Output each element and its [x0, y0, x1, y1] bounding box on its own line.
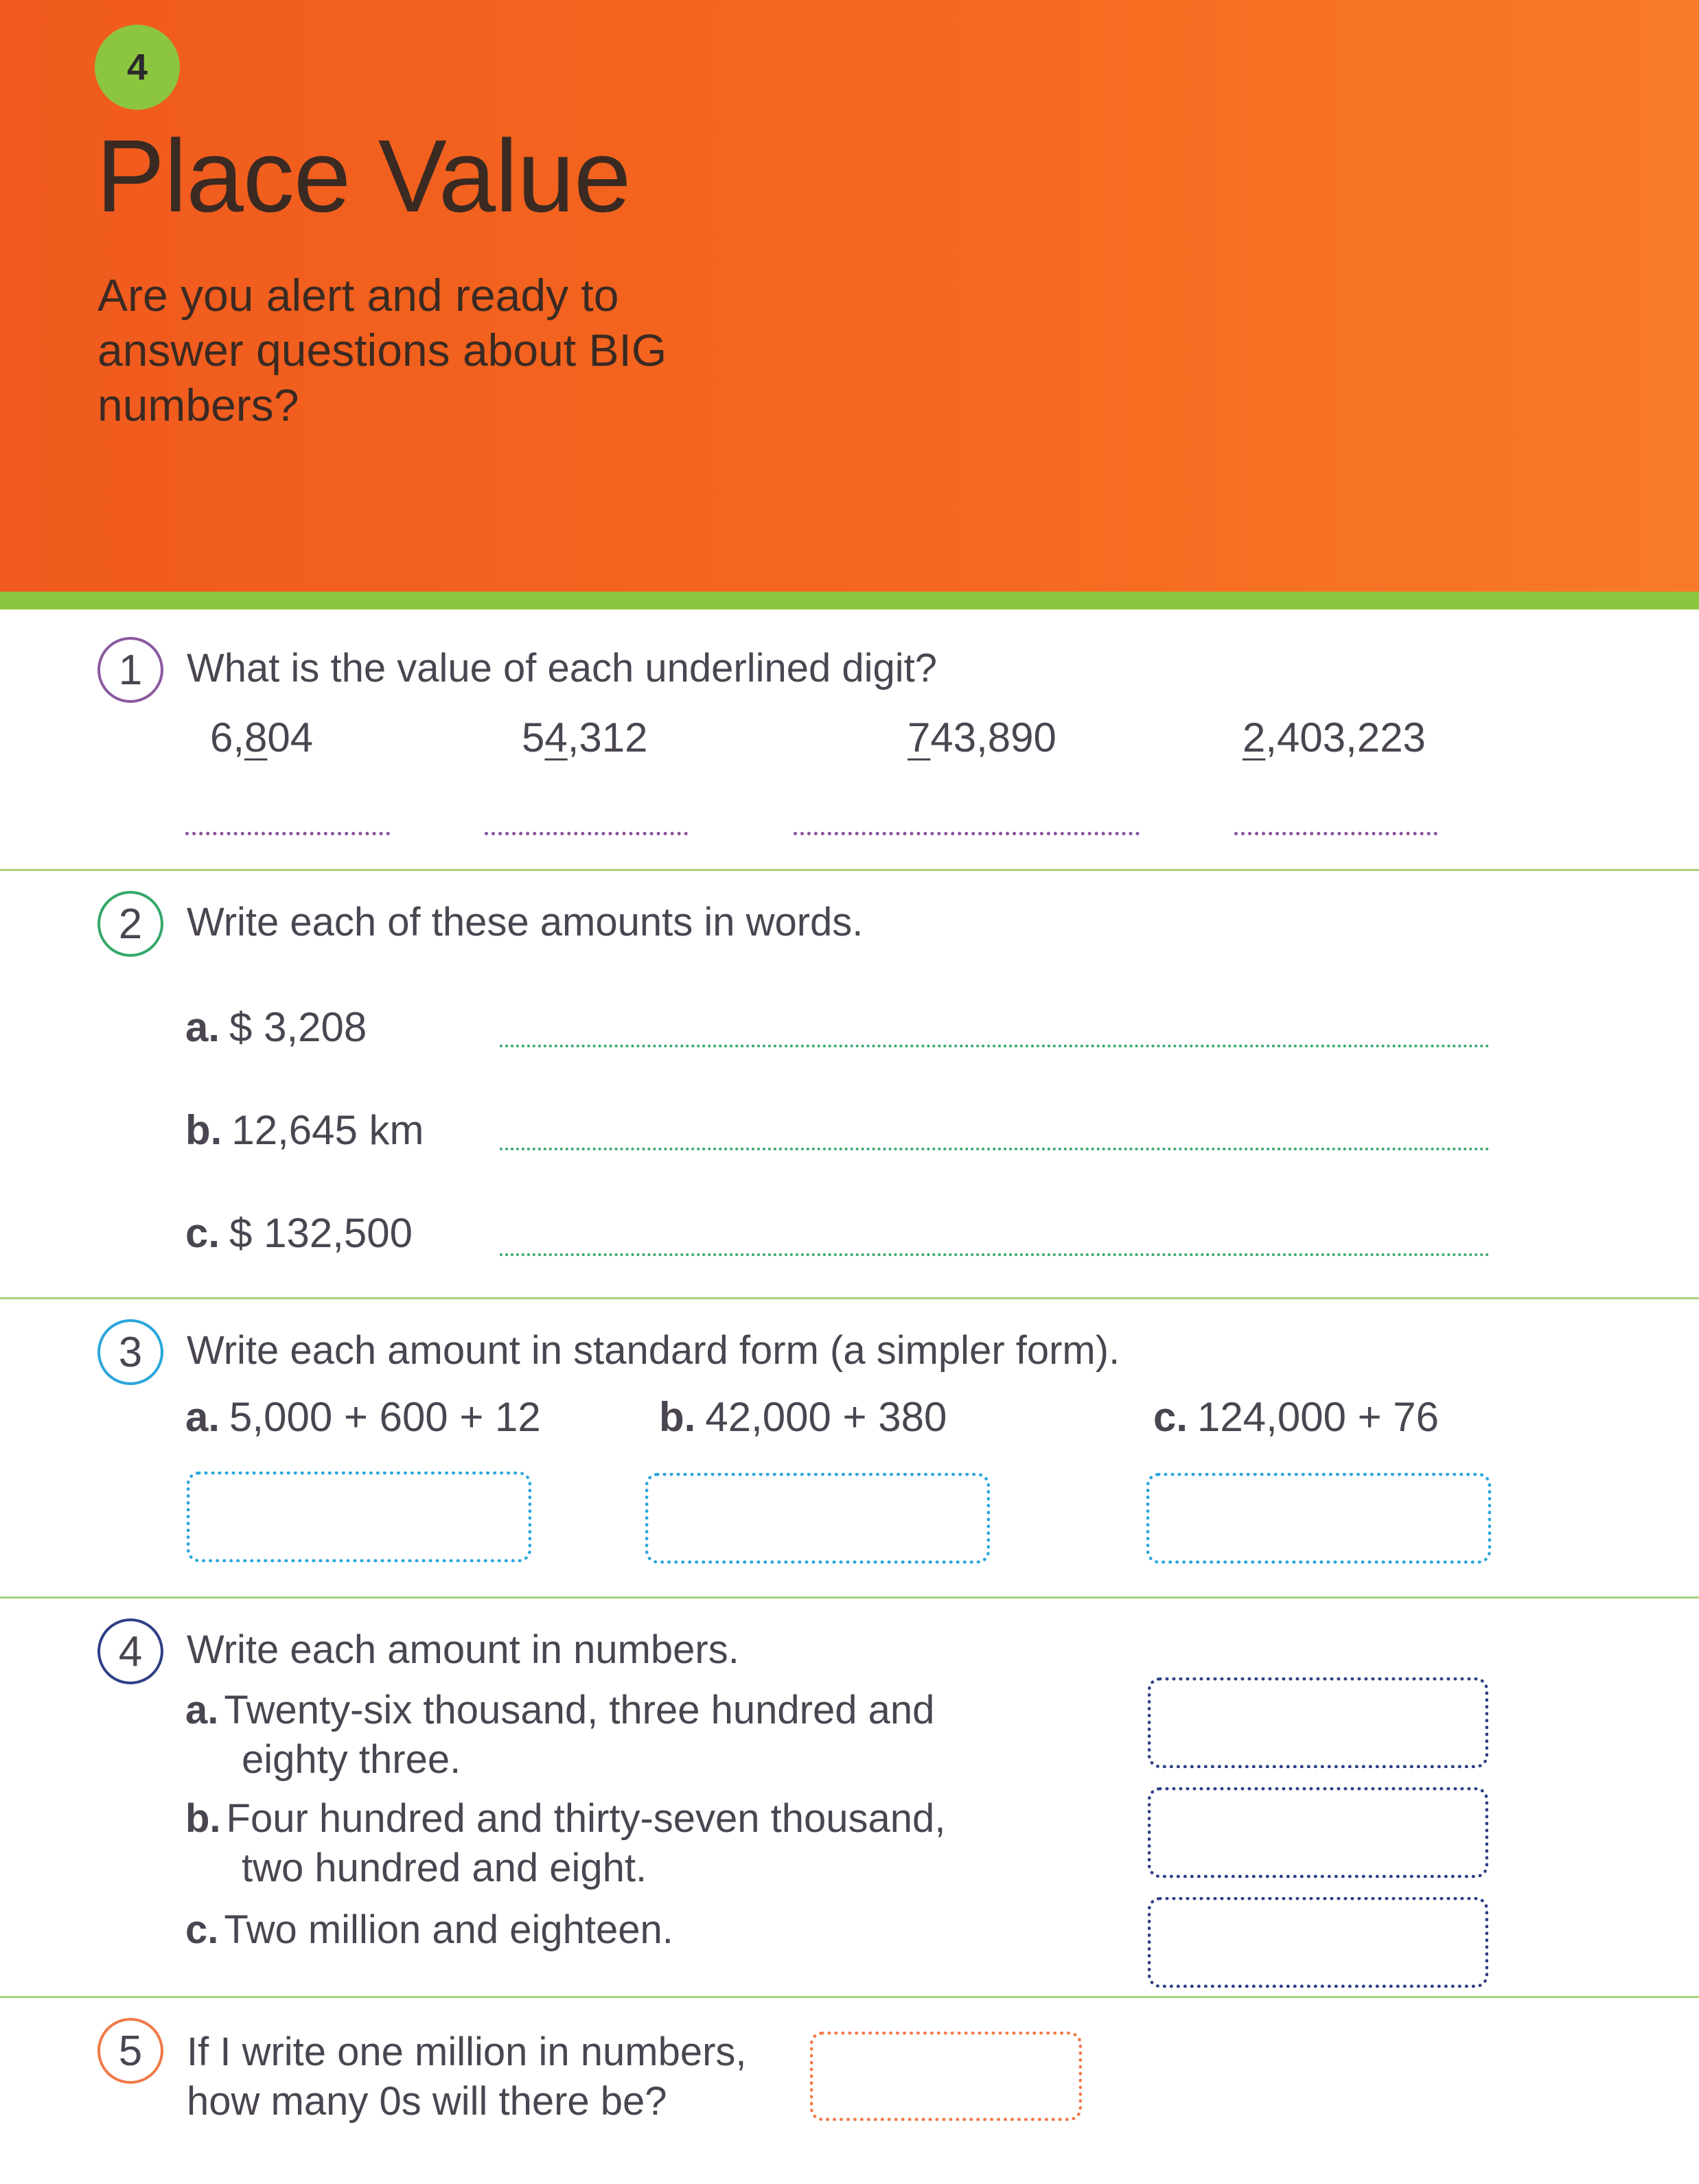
q3-answer-box-a[interactable] — [187, 1472, 531, 1562]
q2-answer-line-b[interactable] — [500, 1148, 1490, 1150]
q4-item-a: a. Twenty-six thousand, three hundred and eighty three. — [185, 1688, 935, 1782]
header-banner — [0, 0, 1699, 592]
q1-answer-line-2[interactable] — [485, 832, 688, 835]
q4-item-b: b. Four hundred and thirty-seven thousand, two hundred and eight. — [185, 1796, 946, 1890]
question-5-number: 5 — [97, 2018, 163, 2084]
section-divider — [0, 1996, 1699, 1998]
question-3-text: Write each amount in standard form (a simpler form). — [187, 1328, 1120, 1373]
q4-answer-box-b[interactable] — [1148, 1787, 1488, 1878]
q1-answer-line-4[interactable] — [1234, 832, 1437, 835]
q4-answer-box-a[interactable] — [1148, 1677, 1488, 1768]
q3-item-a: a. 5,000 + 600 + 12 — [185, 1394, 541, 1440]
q1-value-3: 743,890 — [908, 715, 1056, 760]
q1-answer-line-3[interactable] — [794, 832, 1140, 835]
question-2-number: 2 — [97, 891, 163, 957]
page-title: Place Value — [96, 118, 631, 233]
q4-item-c: c. Two million and eighteen. — [185, 1907, 673, 1952]
q3-answer-box-b[interactable] — [645, 1473, 990, 1564]
q1-value-2: 54,312 — [522, 715, 648, 760]
q2-item-c: c. $ 132,500 — [185, 1210, 413, 1256]
section-divider — [0, 869, 1699, 871]
q1-answer-line-1[interactable] — [185, 832, 390, 835]
section-divider — [0, 1596, 1699, 1599]
q2-answer-line-a[interactable] — [500, 1045, 1490, 1047]
q3-answer-box-c[interactable] — [1146, 1473, 1491, 1564]
q3-item-c: c. 124,000 + 76 — [1153, 1394, 1440, 1440]
q2-answer-line-c[interactable] — [500, 1253, 1490, 1256]
question-4-text: Write each amount in numbers. — [187, 1627, 739, 1672]
section-divider — [0, 1297, 1699, 1299]
question-3-number: 3 — [97, 1319, 163, 1385]
question-4-number: 4 — [97, 1618, 163, 1684]
q2-item-a: a. $ 3,208 — [185, 1004, 367, 1050]
q5-answer-box[interactable] — [810, 2032, 1082, 2121]
page-subtitle: Are you alert and ready to answer questions about BIG numbers? — [97, 270, 667, 430]
q3-item-b: b. 42,000 + 380 — [659, 1394, 947, 1440]
q1-value-4: 2,403,223 — [1243, 715, 1426, 760]
q1-value-1: 6,804 — [210, 715, 314, 760]
unit-number-badge: 4 — [95, 25, 180, 110]
question-5-text: If I write one million in numbers, how many 0s will there be? — [187, 2030, 747, 2124]
question-1-text: What is the value of each underlined digit? — [187, 646, 938, 690]
q2-item-b: b. 12,645 km — [185, 1107, 424, 1153]
q4-answer-box-c[interactable] — [1148, 1897, 1488, 1988]
question-1-number: 1 — [97, 637, 163, 703]
header-divider — [0, 592, 1699, 609]
question-2-text: Write each of these amounts in words. — [187, 900, 864, 944]
